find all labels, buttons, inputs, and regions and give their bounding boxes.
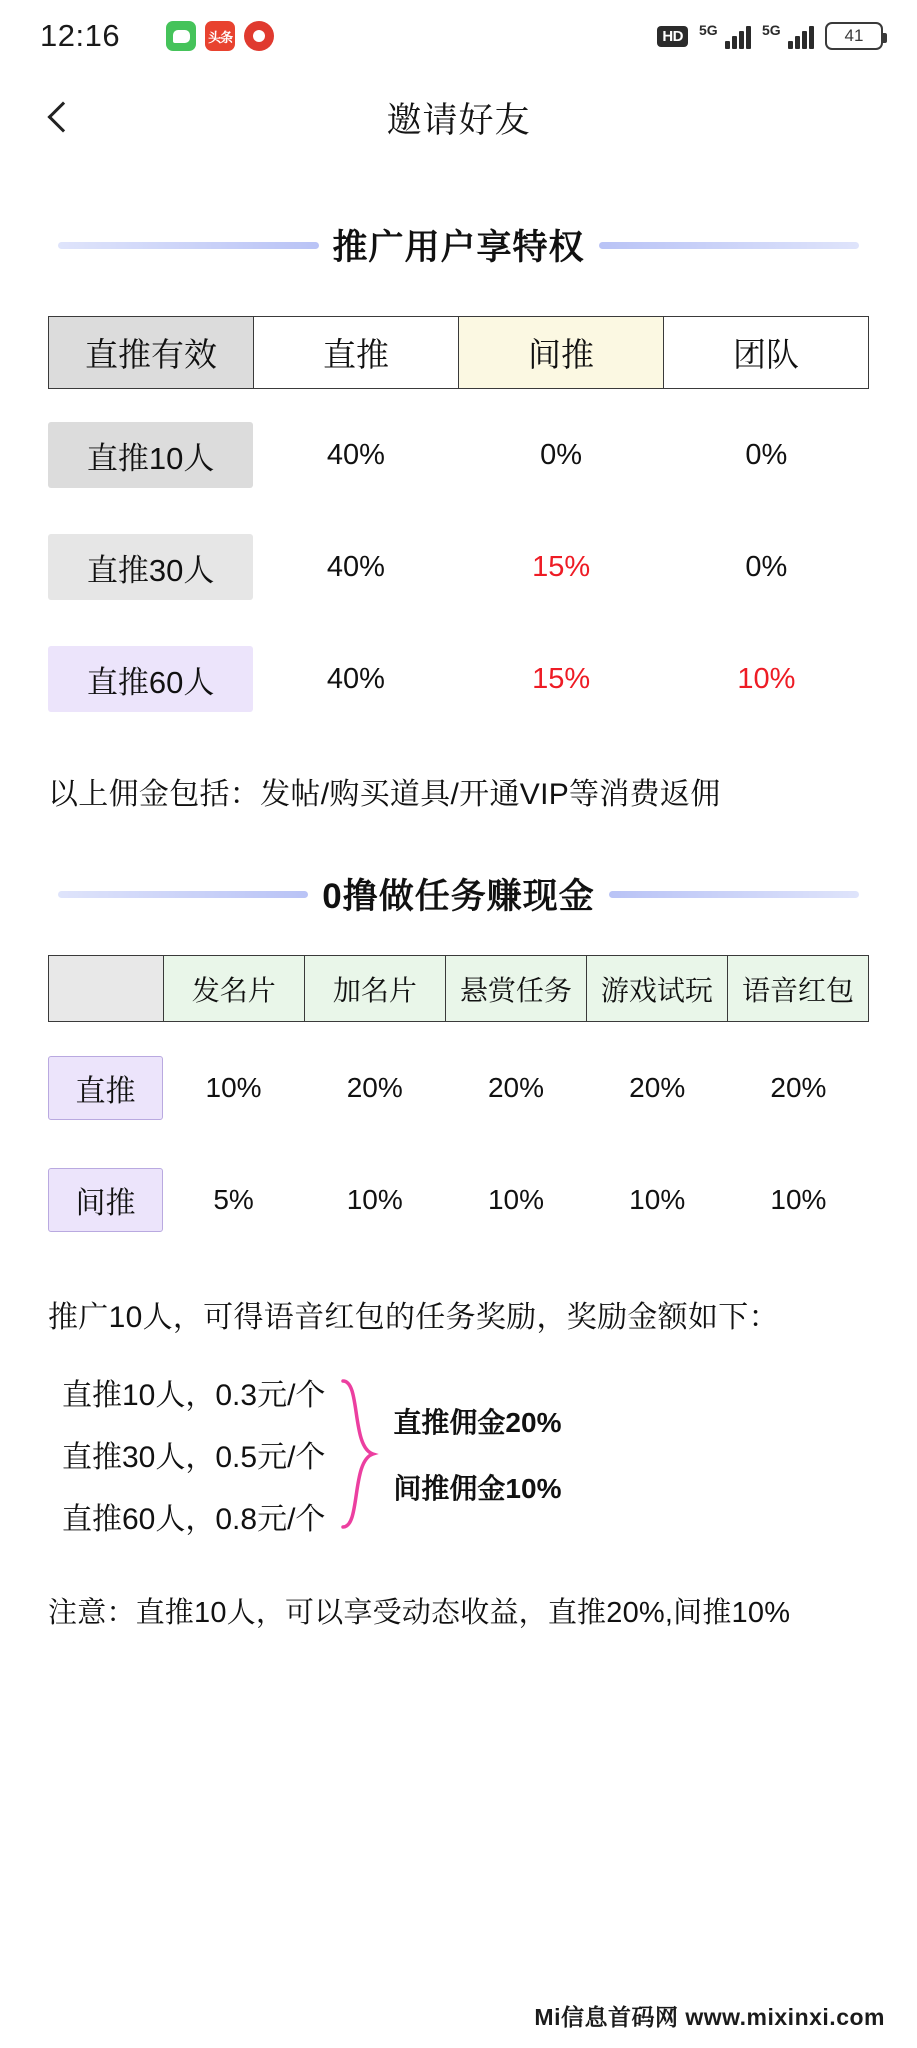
nav-bar: [0, 72, 917, 164]
cell-indirect: 15%: [532, 550, 591, 583]
row-label: 直推30人: [48, 534, 253, 600]
signal-icon-1: [699, 23, 751, 49]
toutiao-icon: 头条: [205, 21, 235, 51]
commission-table-header: [48, 316, 869, 389]
cell-bounty-task: 20%: [487, 1072, 544, 1103]
reward-tier-3: 直推60人，0.8元/个: [62, 1503, 326, 1536]
cell-add-card: 20%: [346, 1072, 403, 1103]
section1-title: 推广用户享特权: [332, 228, 585, 267]
status-notification-icons: [166, 21, 274, 51]
table-header-row: [49, 317, 869, 389]
battery-icon: [825, 22, 883, 50]
col-header-direct: 直推: [254, 317, 459, 389]
status-clock: 12:16: [40, 18, 121, 53]
red-dot-icon: [244, 21, 274, 51]
reward-tier-2: 直推30人，0.5元/个: [62, 1441, 326, 1474]
table-row: [48, 633, 869, 725]
cell-voice-redpacket: 10%: [770, 1184, 827, 1215]
cell-add-card: 10%: [346, 1184, 403, 1215]
col-header-team: 团队: [664, 317, 869, 389]
task-table-rows: [48, 1042, 869, 1246]
table-row: [48, 1154, 869, 1246]
col-header-game-trial: 游戏试玩: [586, 956, 727, 1022]
cell-team: 0%: [745, 438, 788, 471]
cell-direct: 40%: [326, 550, 385, 583]
wechat-icon: [166, 21, 196, 51]
commission-table-header-wrap: [48, 316, 869, 389]
heading-rule-left-2: [58, 891, 308, 898]
section1-note: 以上佣金包括：发帖/购买道具/开通VIP等消费返佣: [48, 778, 721, 811]
heading-rule-left: [58, 242, 319, 249]
cell-voice-redpacket: 20%: [770, 1072, 827, 1103]
section-heading-privileges: [58, 220, 859, 270]
battery-level: 41: [844, 26, 864, 45]
cell-direct: 40%: [326, 662, 385, 695]
col-header-blank: [49, 956, 164, 1022]
col-header-add-card: 加名片: [304, 956, 445, 1022]
table-row: [48, 409, 869, 501]
section2-title: 0撸做任务赚现金: [322, 877, 595, 916]
col-header-indirect: 间推: [459, 317, 664, 389]
table-row: [48, 521, 869, 613]
cell-send-card: 10%: [205, 1072, 262, 1103]
section2-note: 推广10人，可得语音红包的任务奖励，奖励金额如下：: [48, 1301, 779, 1334]
task-table-header: [48, 955, 869, 1022]
col-header-send-card: 发名片: [163, 956, 304, 1022]
cell-send-card: 5%: [213, 1184, 254, 1215]
section-heading-tasks: [58, 869, 859, 919]
row-label: 直推: [48, 1056, 163, 1120]
cell-game-trial: 10%: [629, 1184, 686, 1215]
reward-summary-direct: 直推佣金20%: [393, 1407, 562, 1438]
row-label: 直推10人: [48, 422, 253, 488]
cell-game-trial: 20%: [629, 1072, 686, 1103]
reward-tier-list: [62, 1370, 325, 1538]
cell-direct: 40%: [326, 438, 385, 471]
brace-icon: [339, 1379, 379, 1529]
page-title: 邀请好友: [386, 101, 531, 140]
task-table-header-wrap: [48, 955, 869, 1022]
status-bar-left: [40, 18, 274, 54]
reward-summary-list: [393, 1401, 561, 1507]
col-header-voice-redpacket: 语音红包: [727, 956, 868, 1022]
cell-team: 0%: [745, 550, 788, 583]
cell-bounty-task: 10%: [487, 1184, 544, 1215]
row-label: 直推60人: [48, 646, 253, 712]
signal-icon-2: [762, 23, 814, 49]
heading-rule-right-2: [609, 891, 859, 898]
hd-icon: HD: [657, 26, 688, 47]
watermark: Mi信息首码网 www.mixinxi.com: [534, 2004, 885, 2030]
row-label: 间推: [48, 1168, 163, 1232]
status-bar: [0, 0, 917, 72]
col-header-bounty-task: 悬赏任务: [445, 956, 586, 1022]
reward-tier-1: 直推10人，0.3元/个: [62, 1379, 326, 1412]
cell-indirect: 0%: [540, 438, 583, 471]
heading-rule-right: [599, 242, 860, 249]
col-header-direct-valid: 直推有效: [49, 317, 254, 389]
reward-block: [62, 1370, 869, 1538]
cell-indirect: 15%: [532, 662, 591, 695]
section2-footnote: 注意：直推10人，可以享受动态收益，直推20%,间推10%: [48, 1597, 791, 1629]
cell-team: 10%: [737, 662, 796, 695]
network-label-1: 5G: [699, 22, 718, 38]
network-label-2: 5G: [762, 22, 781, 38]
table-row: [48, 1042, 869, 1134]
status-bar-right: [657, 22, 883, 50]
commission-table-rows: [48, 409, 869, 725]
table-header-row: [49, 956, 869, 1022]
reward-summary-indirect: 间推佣金10%: [393, 1473, 562, 1504]
